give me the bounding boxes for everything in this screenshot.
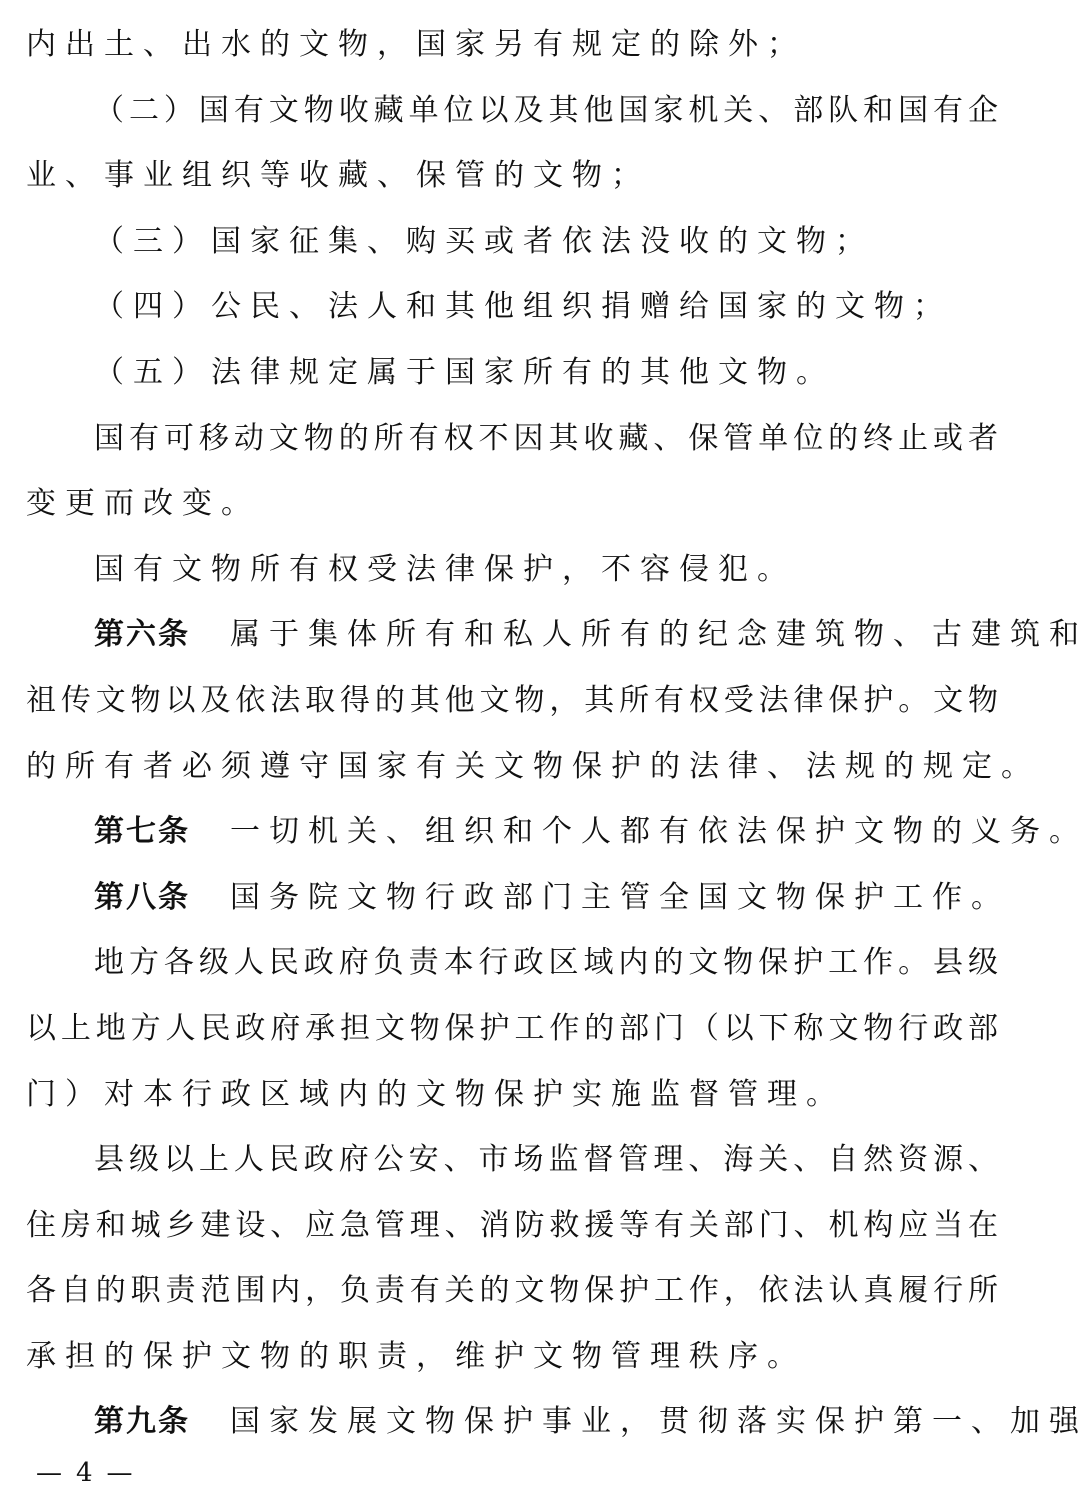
text-line [26,1062,998,1128]
article-9-text: 国家发展文物保护事业，贯彻落实保护第一、加强 [230,1404,1088,1440]
paragraph-text: 各自的职责范围内，负责有关的文物保护工作，依法认真履行所 [26,1273,998,1309]
text-line [26,143,998,209]
paragraph-text: 祖传文物以及依法取得的其他文物，其所有权受法律保护。文物 [26,682,998,718]
text-line [26,930,998,996]
text-line [26,1258,998,1324]
article-8-title: 第八条 [94,879,190,915]
list-item-5: （五）法律规定属于国家所有的其他文物。 [94,354,835,390]
document-page [26,12,1088,1455]
text-line [26,471,998,537]
text-line [26,799,1088,865]
text-line [26,734,1040,800]
paragraph-text: 国有文物所有权受法律保护，不容侵犯。 [94,551,796,587]
paragraph-text: 的所有者必须遵守国家有关文物保护的法律、法规的规定。 [26,748,1040,784]
text-line [26,1389,1088,1455]
page-footer [36,1458,133,1488]
list-item-2: （二）国有文物收藏单位以及其他国家机关、部队和国有企 [94,92,998,128]
article-8-text: 国务院文物行政部门主管全国文物保护工作。 [230,879,1010,915]
page-number: 4 [76,1458,93,1488]
text-line [26,274,998,340]
text-line [26,406,998,472]
text-line [26,602,1088,668]
paragraph-text: 住房和城乡建设、应急管理、消防救援等有关部门、机构应当在 [26,1207,998,1243]
article-7-title: 第七条 [94,814,190,850]
paragraph-text: 内出土、出水的文物，国家另有规定的除外； [26,27,806,62]
text-line [26,1127,998,1193]
article-6-title: 第六条 [94,617,190,653]
footer-dash-left: — [36,1458,62,1488]
text-line [26,78,998,144]
text-line [26,537,998,603]
footer-dash-right: — [106,1458,133,1488]
paragraph-text: 地方各级人民政府负责本行政区域内的文物保护工作。县级 [94,945,998,981]
text-line [26,12,998,78]
paragraph-text: 以上地方人民政府承担文物保护工作的部门（以下称文物行政部 [26,1010,998,1046]
paragraph-text: 变更而改变。 [26,486,260,522]
article-6-text: 属于集体所有和私人所有的纪念建筑物、古建筑和 [230,617,1088,653]
list-item-3: （三）国家征集、购买或者依法没收的文物； [94,223,874,259]
text-line [26,209,998,275]
text-line [26,1193,998,1259]
text-line [26,865,1010,931]
list-item-4: （四）公民、法人和其他组织捐赠给国家的文物； [94,289,952,325]
paragraph-text: 国有可移动文物的所有权不因其收藏、保管单位的终止或者 [94,420,998,456]
text-line [26,668,998,734]
paragraph-text: 县级以上人民政府公安、市场监督管理、海关、自然资源、 [94,1142,998,1178]
text-line [26,340,998,406]
text-line [26,996,998,1062]
paragraph-text: 业、事业组织等收藏、保管的文物； [26,158,650,194]
article-7-text: 一切机关、组织和个人都有依法保护文物的义务。 [230,814,1088,850]
paragraph-text: 门）对本行政区域内的文物保护实施监督管理。 [26,1076,845,1112]
article-9-title: 第九条 [94,1404,190,1440]
text-line [26,1324,998,1390]
paragraph-text: 承担的保护文物的职责，维护文物管理秩序。 [26,1338,806,1374]
